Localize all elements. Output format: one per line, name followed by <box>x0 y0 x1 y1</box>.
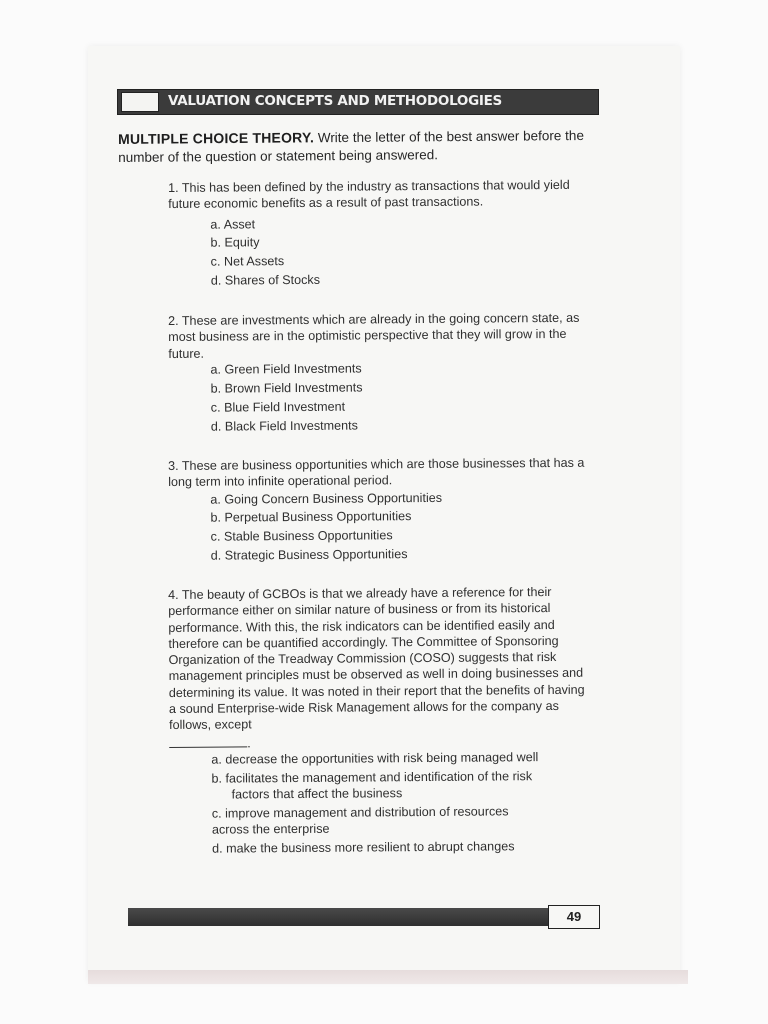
question-stem: 3. These are business opportunities which are those businesses that has a long term into infinite operational period. <box>168 455 585 490</box>
option-c: c. improve management and distribution of resources <box>211 804 509 821</box>
question-4 <box>168 584 592 858</box>
option-c: c. Stable Business Opportunities <box>210 528 393 545</box>
option-c: c. Net Assets <box>210 254 285 270</box>
question-stem: 2. These are investments which are already in the going concern state, as most business are in the optimistic perspective that they will grow in the future. <box>168 310 580 361</box>
option-a: a. Asset <box>210 216 256 232</box>
option-d: d. Strategic Business Opportunities <box>210 547 408 563</box>
option-d: d. Black Field Investments <box>210 418 358 434</box>
question-stem: 1. This has been defined by the industry as transactions that would yield future economic benefits as a result of past transactions. <box>168 177 570 212</box>
question-stem: 4. The beauty of GCBOs is that we already have a reference for their performance either on similar nature of business or from its historical performance. With this, the risk indicators can be identified easily and therefore can be quantified accordingly. The Committee of Sponsoring Organization of the Treadway Commission (COSO) suggests that risk management principles must be observed as well in doing businesses and determining its value. It was noted in their report that the benefits of having a sound Enterprise-wide Risk Management allows for the company as follows, except <box>168 584 585 733</box>
option-c-continued: across the enterprise <box>211 822 330 838</box>
option-d: d. Shares of Stocks <box>210 273 321 288</box>
footer-bar <box>128 908 548 926</box>
blank-suffix: . <box>247 736 251 751</box>
option-a: a. Green Field Investments <box>210 361 362 377</box>
option-d: d. make the business more resilient to abrupt changes <box>212 839 515 856</box>
option-a: a. Going Concern Business Opportunities <box>210 490 443 507</box>
instructions-lead: MULTIPLE CHOICE THEORY. <box>118 129 315 147</box>
chapter-title: VALUATION CONCEPTS AND METHODOLOGIES <box>168 93 502 109</box>
question-1 <box>168 177 591 290</box>
option-a: a. decrease the opportunities with risk being managed well <box>211 750 539 767</box>
option-b: b. Perpetual Business Opportunities <box>210 509 412 526</box>
question-3 <box>168 455 591 565</box>
option-b: b. facilitates the management and identification of the risk <box>211 769 533 786</box>
option-c: c. Blue Field Investment <box>210 399 346 415</box>
question-2 <box>168 310 591 435</box>
answer-blank <box>169 737 247 748</box>
option-b-continued: factors that affect the business <box>231 786 403 802</box>
option-b: b. Brown Field Investments <box>210 380 363 396</box>
page-number: 49 <box>548 905 600 929</box>
instructions <box>118 126 588 167</box>
option-b: b. Equity <box>210 235 260 251</box>
chapter-header-box <box>121 92 159 112</box>
page-edge <box>88 970 688 984</box>
instructions-text: Write the letter of the best answer before the number of the question or statement being answered. <box>118 127 584 165</box>
